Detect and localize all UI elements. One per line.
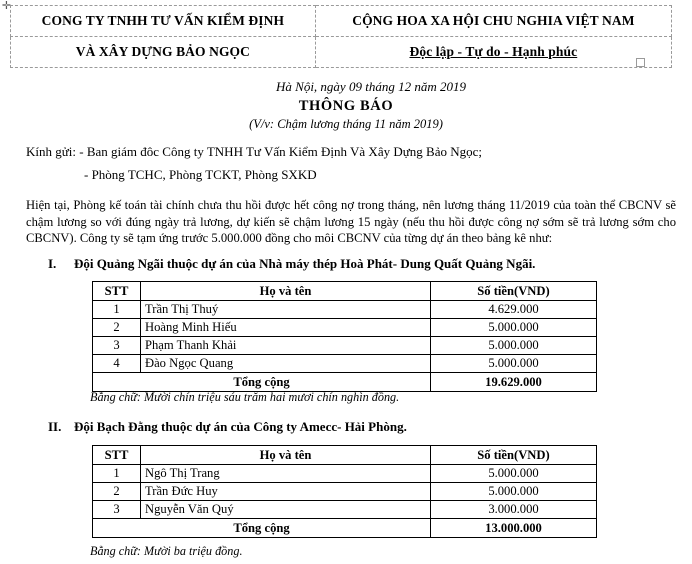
section-title-1: Đội Quảng Ngãi thuộc dự án của Nhà máy thép Hoà Phát- Dung Quất Quảng Ngãi. xyxy=(74,256,536,271)
letterhead-table xyxy=(10,5,672,68)
recipient-line-1: Kính gửi: - Ban giám đôc Công ty TNHH Tư Vấn Kiểm Định Và Xây Dựng Bảo Ngọc; xyxy=(26,144,482,159)
table-header-row xyxy=(93,446,597,465)
section-numeral-2: II. xyxy=(48,419,62,434)
table-row xyxy=(93,319,597,337)
total-label: Tổng cộng xyxy=(93,519,431,538)
cell-amount: 5.000.000 xyxy=(431,483,597,501)
table-row xyxy=(93,483,597,501)
cell-stt: 2 xyxy=(93,319,141,337)
column-header-amount: Số tiền(VND) xyxy=(431,282,597,301)
national-motto-text: Độc lập - Tự do - Hạnh phúc xyxy=(409,44,578,59)
section-title-2: Đội Bạch Đằng thuộc dự án của Công ty Amecc- Hải Phòng. xyxy=(74,419,407,434)
cell-stt: 2 xyxy=(93,483,141,501)
column-header-stt: STT xyxy=(93,282,141,301)
amount-in-words-1: Bằng chữ: Mười chín triệu sáu trăm hai mươi chín nghìn đồng. xyxy=(90,390,400,404)
cell-stt: 1 xyxy=(93,301,141,319)
section-heading-1 xyxy=(48,256,535,272)
cell-amount: 3.000.000 xyxy=(431,501,597,519)
column-header-amount: Số tiền(VND) xyxy=(431,446,597,465)
company-name-line-1: CONG TY TNHH TƯ VẤN KIỂM ĐỊNH xyxy=(11,6,316,37)
column-header-name: Họ và tên xyxy=(141,282,431,301)
cell-name: Phạm Thanh Khải xyxy=(141,337,431,355)
table-total-row xyxy=(93,519,597,538)
payment-table-1 xyxy=(92,281,597,392)
column-header-name: Họ và tên xyxy=(141,446,431,465)
payment-table-2 xyxy=(92,445,597,538)
cell-stt: 3 xyxy=(93,501,141,519)
table-row xyxy=(93,355,597,373)
recipient-line-2: - Phòng TCHC, Phòng TCKT, Phòng SXKD xyxy=(84,167,317,182)
letterhead-row-2 xyxy=(11,37,672,68)
cell-amount: 5.000.000 xyxy=(431,355,597,373)
cell-name: Hoàng Minh Hiếu xyxy=(141,319,431,337)
section-heading-2 xyxy=(48,419,407,435)
table-row xyxy=(93,465,597,483)
total-amount: 19.629.000 xyxy=(431,373,597,392)
cell-stt: 4 xyxy=(93,355,141,373)
amount-in-words-2: Bằng chữ: Mười ba triệu đồng. xyxy=(90,544,243,558)
cell-amount: 5.000.000 xyxy=(431,465,597,483)
cell-name: Nguyễn Văn Quý xyxy=(141,501,431,519)
table-total-row xyxy=(93,373,597,392)
national-heading-line-1: CỘNG HOA XA HỘI CHU NGHIA VIỆT NAM xyxy=(315,6,671,37)
page-title: THÔNG BÁO xyxy=(298,98,394,114)
cell-stt: 1 xyxy=(93,465,141,483)
cell-amount: 5.000.000 xyxy=(431,337,597,355)
table-row xyxy=(93,501,597,519)
cell-amount: 4.629.000 xyxy=(431,301,597,319)
cell-name: Đào Ngọc Quang xyxy=(141,355,431,373)
company-name-line-2: VÀ XÂY DỰNG BẢO NGỌC xyxy=(11,37,316,68)
table-header-row xyxy=(93,282,597,301)
national-motto xyxy=(315,37,671,68)
section-numeral-1: I. xyxy=(48,256,57,271)
cell-name: Trần Đức Huy xyxy=(141,483,431,501)
date-line: Hà Nội, ngày 09 tháng 12 năm 2019 xyxy=(276,79,466,94)
letterhead-row-1 xyxy=(11,6,672,37)
body-paragraph: Hiện tại, Phòng kế toán tài chính chưa thu hồi được hết công nợ trong tháng, nên lương tháng 11/2019 của toàn thể CBCNV sẽ chậm lương so với đúng ngày trả lương, dự kiến sẽ chậm lương 15 ngày (nếu thu hồi được công nợ sớm sẽ trả lương sớm cho CBCNV). Công ty sẽ tạm ứng trước 5.000.000 đồng cho môi CBCNV của từng dự án theo bảng kê như: xyxy=(26,198,676,245)
table-row xyxy=(93,301,597,319)
column-header-stt: STT xyxy=(93,446,141,465)
cell-amount: 5.000.000 xyxy=(431,319,597,337)
table-resize-handle[interactable] xyxy=(636,58,645,67)
cell-stt: 3 xyxy=(93,337,141,355)
cell-name: Ngô Thị Trang xyxy=(141,465,431,483)
table-move-handle-icon[interactable]: ✛ xyxy=(1,0,12,12)
cell-name: Trần Thị Thuý xyxy=(141,301,431,319)
document-subtitle: (V/v: Chậm lương tháng 11 năm 2019) xyxy=(249,117,443,131)
total-label: Tổng cộng xyxy=(93,373,431,392)
table-row xyxy=(93,337,597,355)
total-amount: 13.000.000 xyxy=(431,519,597,538)
